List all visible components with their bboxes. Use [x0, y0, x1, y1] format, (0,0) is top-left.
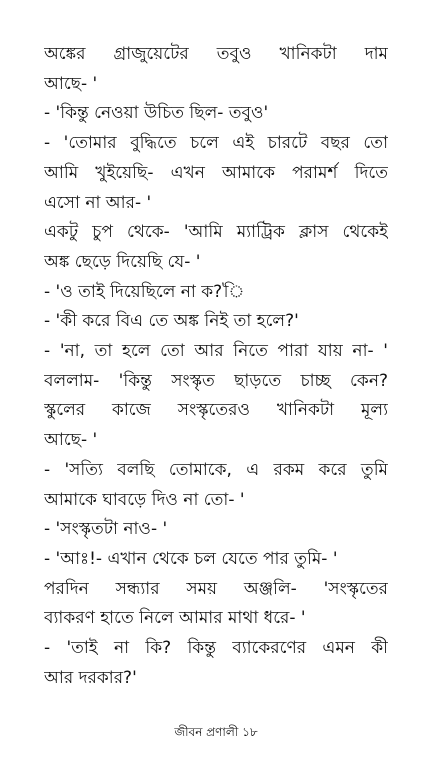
text-line: - 'সত্যি বলছি তোমাকে, এ রকম করে তুমি — [44, 459, 388, 480]
text-line: অঙ্ক ছেড়ে দিয়েছি যে- ' — [44, 251, 201, 272]
text-line: আমাকে ঘাবড়ে দিও না তো- ' — [44, 489, 245, 510]
text-line: - 'তোমার বুদ্ধিতে চলে এই চারটে বছর তো — [44, 133, 388, 154]
text-line: বললাম- 'কিন্তু সংস্কৃত ছাড়তে চাচ্ছ কেন? — [44, 370, 388, 391]
text-line: এসো না আর- ' — [44, 192, 152, 213]
text-line: আছে- ' — [44, 73, 98, 94]
text-line: পরদিন সন্ধ্যার সময় অঞ্জলি- 'সংস্কৃতের — [44, 578, 388, 599]
page-body — [44, 40, 388, 693]
text-line: - 'সংস্কৃতটা নাও- ' — [44, 519, 168, 540]
text-line: ব্যাকরণ হাতে নিলে আমার মাথা ধরে- ' — [44, 608, 306, 629]
text-line: - 'আঃ!- এখান থেকে চল যেতে পার তুমি- ' — [44, 548, 338, 569]
text-line: - 'কী করে বিএ তে অঙ্ক নিই তা হলে?' — [44, 311, 299, 332]
page-footer — [0, 724, 432, 740]
text-line: - 'না, তা হলে তো আর নিতে পারা যায় না- ' — [44, 341, 388, 362]
text-line: - 'কিন্তু নেওয়া উচিত ছিল- তবুও' — [44, 103, 269, 124]
text-line: - 'তাই না কি? কিন্তু ব্যাকেরণের এমন কী — [44, 638, 388, 659]
text-line: - 'ও তাই দিয়েছিলে না ক?'ি — [44, 281, 245, 302]
text-line: একটু চুপ থেকে- 'আমি ম্যাট্রিক ক্লাস থেকেই — [44, 222, 388, 243]
text-line: আছে- ' — [44, 430, 98, 451]
text-line: আর দরকার?' — [44, 667, 137, 688]
running-title-page-number: জীবন প্রণালী ১৮ — [174, 725, 258, 739]
text-line: স্কুলের কাজে সংস্কৃতেরও খানিকটা মূল্য — [44, 400, 388, 421]
text-line: অঙ্কের গ্রাজুয়েটের তবুও খানিকটা দাম — [44, 44, 388, 64]
text-line: আমি খুইয়েছি- এখন আমাকে পরামর্শ দিতে — [44, 162, 388, 183]
